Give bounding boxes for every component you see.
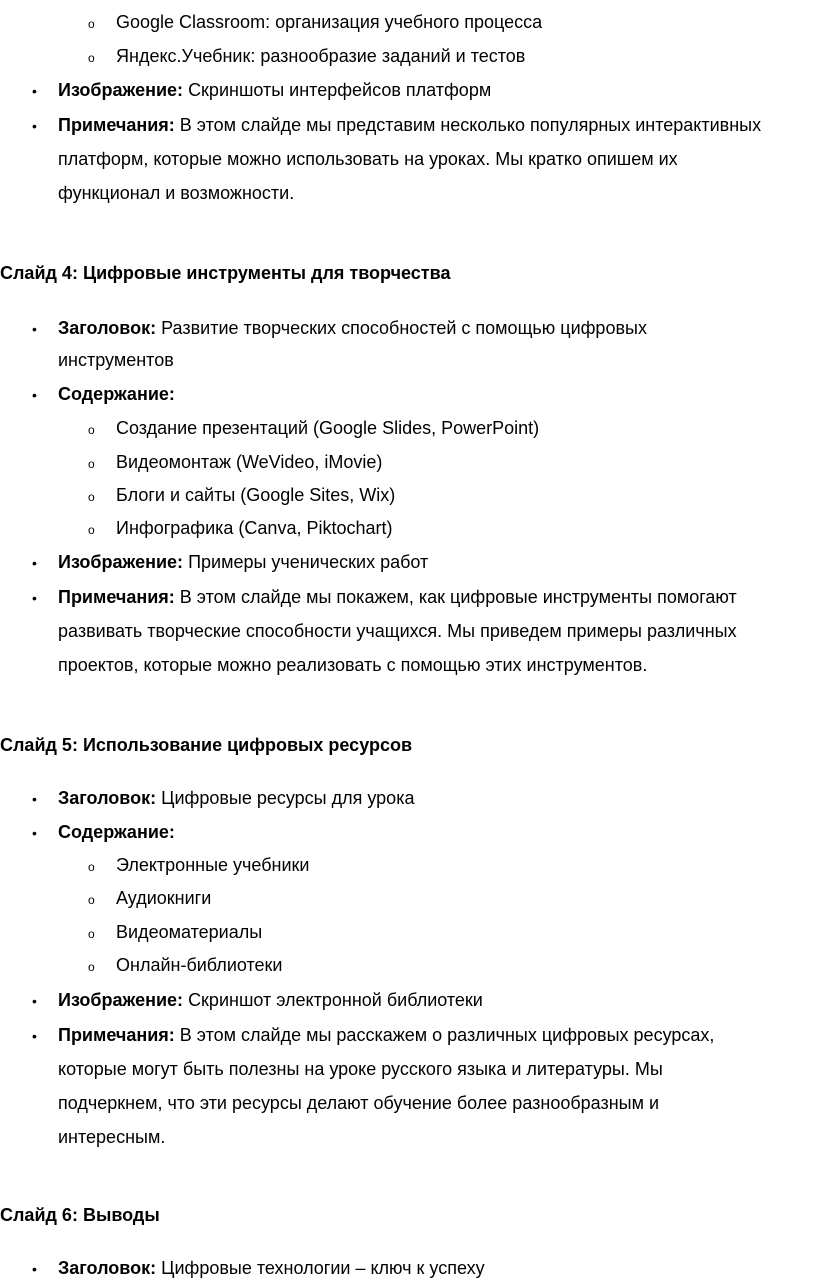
list-item: Блоги и сайты (Google Sites, Wix)	[116, 485, 396, 505]
image-label: Изображение:	[58, 990, 184, 1010]
circle-bullet-icon: o	[88, 860, 95, 874]
notes-text: интересным.	[58, 1127, 166, 1147]
title-label: Заголовок:	[58, 1258, 157, 1278]
title-line	[58, 1257, 485, 1279]
bullet-icon: •	[32, 1261, 37, 1277]
title-text: Цифровые ресурсы для урока	[161, 788, 415, 808]
image-text: Скриншоты интерфейсов платформ	[188, 80, 492, 100]
bullet-icon: •	[32, 555, 37, 571]
image-line	[58, 551, 428, 573]
list-item: Онлайн-библиотеки	[116, 955, 283, 975]
notes-label: Примечания:	[58, 587, 175, 607]
content-label: Содержание:	[58, 384, 175, 404]
bullet-icon: •	[32, 791, 37, 807]
image-text: Скриншот электронной библиотеки	[188, 990, 483, 1010]
title-line	[58, 787, 414, 809]
bullet-icon: •	[32, 387, 37, 403]
title-label: Заголовок:	[58, 788, 157, 808]
list-item: Создание презентаций (Google Slides, PowerPoint)	[116, 418, 540, 438]
notes-line	[58, 114, 761, 136]
circle-bullet-icon: o	[88, 490, 95, 504]
notes-line	[58, 1024, 714, 1046]
section-heading: Слайд 5: Использование цифровых ресурсов	[0, 735, 413, 755]
notes-text: функционал и возможности.	[58, 183, 295, 203]
image-label: Изображение:	[58, 552, 184, 572]
bullet-icon: •	[32, 83, 37, 99]
notes-line	[58, 586, 737, 608]
list-item: Google Classroom: организация учебного процесса	[116, 12, 543, 32]
circle-bullet-icon: o	[88, 927, 95, 941]
circle-bullet-icon: o	[88, 51, 95, 65]
bullet-icon: •	[32, 825, 37, 841]
bullet-icon: •	[32, 993, 37, 1009]
list-item: Яндекс.Учебник: разнообразие заданий и тестов	[116, 46, 526, 66]
image-line	[58, 79, 491, 101]
bullet-icon: •	[32, 590, 37, 606]
image-label: Изображение:	[58, 80, 184, 100]
notes-text: В этом слайде мы представим несколько популярных интерактивных	[179, 115, 762, 135]
notes-text: В этом слайде мы расскажем о различных цифровых ресурсах,	[179, 1025, 715, 1045]
circle-bullet-icon: o	[88, 17, 95, 31]
notes-text: подчеркнем, что эти ресурсы делают обучение более разнообразным и	[58, 1093, 660, 1113]
list-item: Инфографика (Canva, Piktochart)	[116, 518, 393, 538]
image-text: Примеры ученических работ	[188, 552, 429, 572]
circle-bullet-icon: o	[88, 457, 95, 471]
notes-text: которые могут быть полезны на уроке русского языка и литературы. Мы	[58, 1059, 663, 1079]
circle-bullet-icon: o	[88, 523, 95, 537]
circle-bullet-icon: o	[88, 423, 95, 437]
list-item: Видеомонтаж (WeVideo, iMovie)	[116, 452, 383, 472]
title-line	[58, 317, 647, 339]
list-item: Электронные учебники	[116, 855, 310, 875]
circle-bullet-icon: o	[88, 893, 95, 907]
bullet-icon: •	[32, 321, 37, 337]
list-item: Видеоматериалы	[116, 922, 263, 942]
circle-bullet-icon: o	[88, 960, 95, 974]
notes-text: В этом слайде мы покажем, как цифровые инструменты помогают	[179, 587, 737, 607]
title-text: инструментов	[58, 350, 174, 370]
title-text: Развитие творческих способностей с помощью цифровых	[161, 318, 647, 338]
notes-text: развивать творческие способности учащихся. Мы приведем примеры различных	[58, 621, 737, 641]
notes-label: Примечания:	[58, 115, 175, 135]
section-heading: Слайд 4: Цифровые инструменты для творчества	[0, 263, 451, 283]
bullet-icon: •	[32, 118, 37, 134]
content-label: Содержание:	[58, 822, 175, 842]
notes-text: платформ, которые можно использовать на уроках. Мы кратко опишем их	[58, 149, 678, 169]
title-label: Заголовок:	[58, 318, 157, 338]
list-item: Аудиокниги	[116, 888, 212, 908]
section-heading: Слайд 6: Выводы	[0, 1205, 160, 1225]
image-line	[58, 989, 483, 1011]
notes-label: Примечания:	[58, 1025, 175, 1045]
notes-text: проектов, которые можно реализовать с помощью этих инструментов.	[58, 655, 648, 675]
bullet-icon: •	[32, 1028, 37, 1044]
title-text: Цифровые технологии – ключ к успеху	[161, 1258, 485, 1278]
